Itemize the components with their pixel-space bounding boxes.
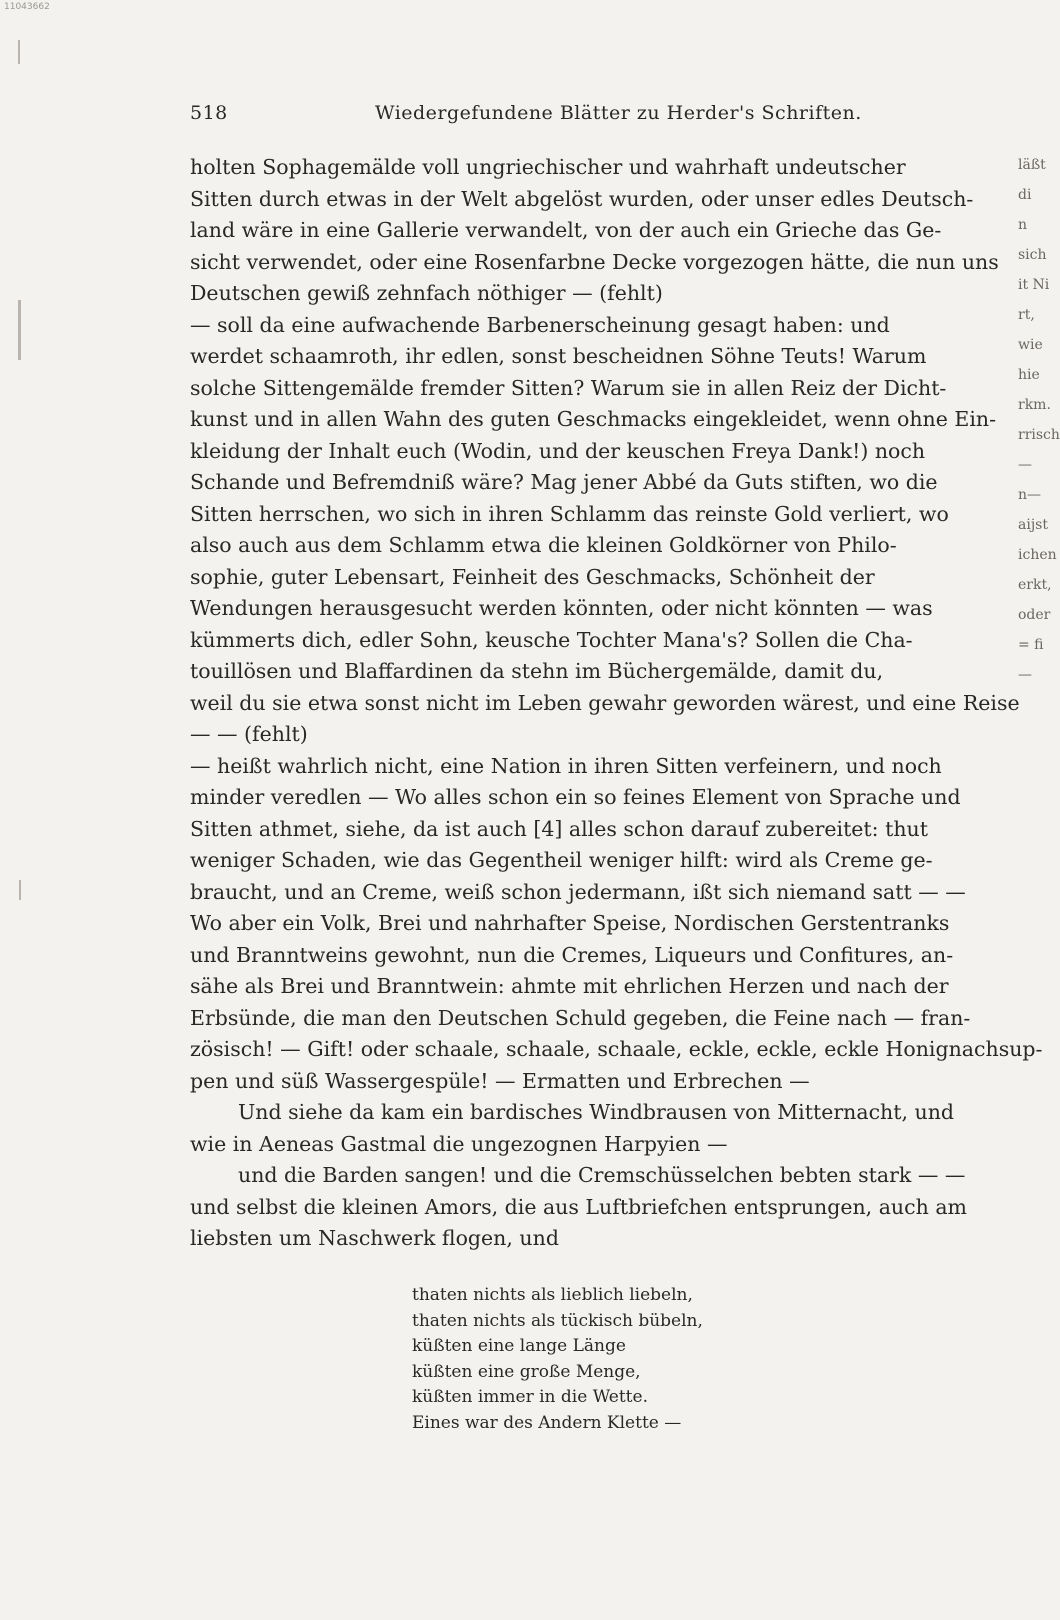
text-line: Schande und Befremdniß wäre? Mag jener Abbé da Guts stiften, wo die xyxy=(190,470,938,494)
verse-line: küßten immer in die Wette. xyxy=(412,1387,648,1407)
text-line: und selbst die kleinen Amors, die aus Luftbriefchen entsprungen, auch am xyxy=(190,1194,967,1219)
bleed-fragment: aijst xyxy=(1018,517,1048,533)
text-line: Wo aber ein Volk, Brei und nahrhafter Speise, Nordischen Gerstentranks xyxy=(190,911,950,935)
bleed-fragment: ichen xyxy=(1018,547,1057,563)
text-line: liebsten um Naschwerk flogen, und xyxy=(190,1226,559,1250)
verse-line: küßten eine lange Länge xyxy=(412,1336,626,1356)
text-line: weniger Schaden, wie das Gegentheil weniger hilft: wird als Creme ge- xyxy=(190,848,933,872)
bleed-fragment: n— xyxy=(1018,487,1042,503)
bleed-fragment: oder xyxy=(1018,607,1051,623)
left-margin-mark xyxy=(18,300,21,360)
verse-line: thaten nichts als tückisch bübeln, xyxy=(412,1310,703,1331)
text-line: sähe als Brei und Branntwein: ahmte mit ehrlichen Herzen und nach der xyxy=(190,974,949,998)
bleed-fragment: — xyxy=(1018,667,1032,683)
text-line: solche Sittengemälde fremder Sitten? Warum sie in allen Reiz der Dicht- xyxy=(190,375,947,400)
text-line: — — (fehlt) xyxy=(190,722,308,746)
bleed-fragment: hie xyxy=(1018,367,1040,383)
text-line: zösisch! — Gift! oder schaale, schaale, schaale, eckle, eckle, eckle Honignachsup- xyxy=(190,1037,1043,1061)
text-line: sophie, guter Lebensart, Feinheit des Geschmacks, Schönheit der xyxy=(190,564,875,589)
verse-line: Eines war des Andern Klette — xyxy=(412,1412,682,1433)
text-line: also auch aus dem Schlamm etwa die kleinen Goldkörner von Philo- xyxy=(190,533,897,557)
text-line: touillösen und Blaffardinen da stehn im Büchergemälde, damit du, xyxy=(190,659,884,683)
running-title: Wiedergefundene Blätter zu Herder's Schriften. xyxy=(375,102,862,124)
bleed-fragment: rrisch xyxy=(1018,427,1060,443)
text-line: holten Sophagemälde voll ungriechischer und wahrhaft undeutscher xyxy=(190,155,906,179)
text-line: pen und süß Wassergespüle! — Ermatten und Erbrechen — xyxy=(190,1068,810,1093)
bleed-fragment: — xyxy=(1018,457,1032,473)
text-line: Und siehe da kam ein bardisches Windbrausen von Mitternacht, und xyxy=(238,1100,955,1124)
bleed-fragment: rkm. xyxy=(1018,397,1051,413)
bleed-fragment: it Ni xyxy=(1018,277,1050,293)
text-line: Erbsünde, die man den Deutschen Schuld gegeben, die Feine nach — fran- xyxy=(190,1005,971,1030)
text-line: und die Barden sangen! und die Cremschüsselchen bebten stark — — xyxy=(238,1163,966,1187)
verse-block xyxy=(412,1283,832,1436)
text-line: werdet schaamroth, ihr edlen, sonst bescheidnen Söhne Teuts! Warum xyxy=(190,344,927,368)
bleed-fragment: = fi xyxy=(1018,637,1044,653)
text-line: — heißt wahrlich nicht, eine Nation in ihren Sitten verfeinern, und noch xyxy=(190,753,942,778)
scan-id: 11043662 xyxy=(4,2,50,12)
text-line: kümmerts dich, edler Sohn, keusche Tochter Mana's? Sollen die Cha- xyxy=(190,627,913,652)
text-line: Deutschen gewiß zehnfach nöthiger — (fehlt) xyxy=(190,281,663,305)
left-margin-mark xyxy=(18,40,20,64)
verse-line: thaten nichts als lieblich liebeln, xyxy=(412,1285,693,1305)
bleed-fragment: erkt, xyxy=(1018,577,1052,593)
text-line: Sitten athmet, siehe, da ist auch [4] alles schon darauf zubereitet: thut xyxy=(190,816,928,841)
text-line: kleidung der Inhalt euch (Wodin, und der keuschen Freya Dank!) noch xyxy=(190,438,926,463)
text-line: — soll da eine aufwachende Barbenerscheinung gesagt haben: und xyxy=(190,312,890,337)
text-line: Sitten herrschen, wo sich in ihren Schlamm das reinste Gold verliert, wo xyxy=(190,501,949,526)
bleed-fragment: läßt di xyxy=(1018,157,1046,203)
left-margin-mark xyxy=(19,880,21,900)
text-line: und Branntweins gewohnt, nun die Cremes, Liqueurs und Confitures, an- xyxy=(190,942,954,967)
text-line: Wendungen herausgesucht werden könnten, oder nicht könnten — was xyxy=(190,596,933,620)
text-line: minder veredlen — Wo alles schon ein so feines Element von Sprache und xyxy=(190,785,961,809)
page-number: 518 xyxy=(190,102,228,124)
bleed-fragment: n sich xyxy=(1018,217,1047,263)
text-line: weil du sie etwa sonst nicht im Leben gewahr geworden wärest, und eine Reise xyxy=(190,690,1020,715)
facing-page-bleed-through xyxy=(1018,150,1060,683)
text-line: kunst und in allen Wahn des guten Geschmacks eingekleidet, wenn ohne Ein- xyxy=(190,407,997,431)
text-line: land wäre in eine Gallerie verwandelt, von der auch ein Grieche das Ge- xyxy=(190,218,942,242)
text-line: braucht, und an Creme, weiß schon jedermann, ißt sich niemand satt — — xyxy=(190,879,966,904)
text-line: Sitten durch etwas in der Welt abgelöst wurden, oder unser edles Deutsch- xyxy=(190,186,974,211)
bleed-fragment: rt, wie xyxy=(1018,307,1043,353)
verse-line: küßten eine große Menge, xyxy=(412,1361,641,1382)
text-line: sicht verwendet, oder eine Rosenfarbne Decke vorgezogen hätte, die nun uns xyxy=(190,249,999,274)
text-line: wie in Aeneas Gastmal die ungezognen Harpyien — xyxy=(190,1131,728,1156)
page-header xyxy=(190,102,980,132)
